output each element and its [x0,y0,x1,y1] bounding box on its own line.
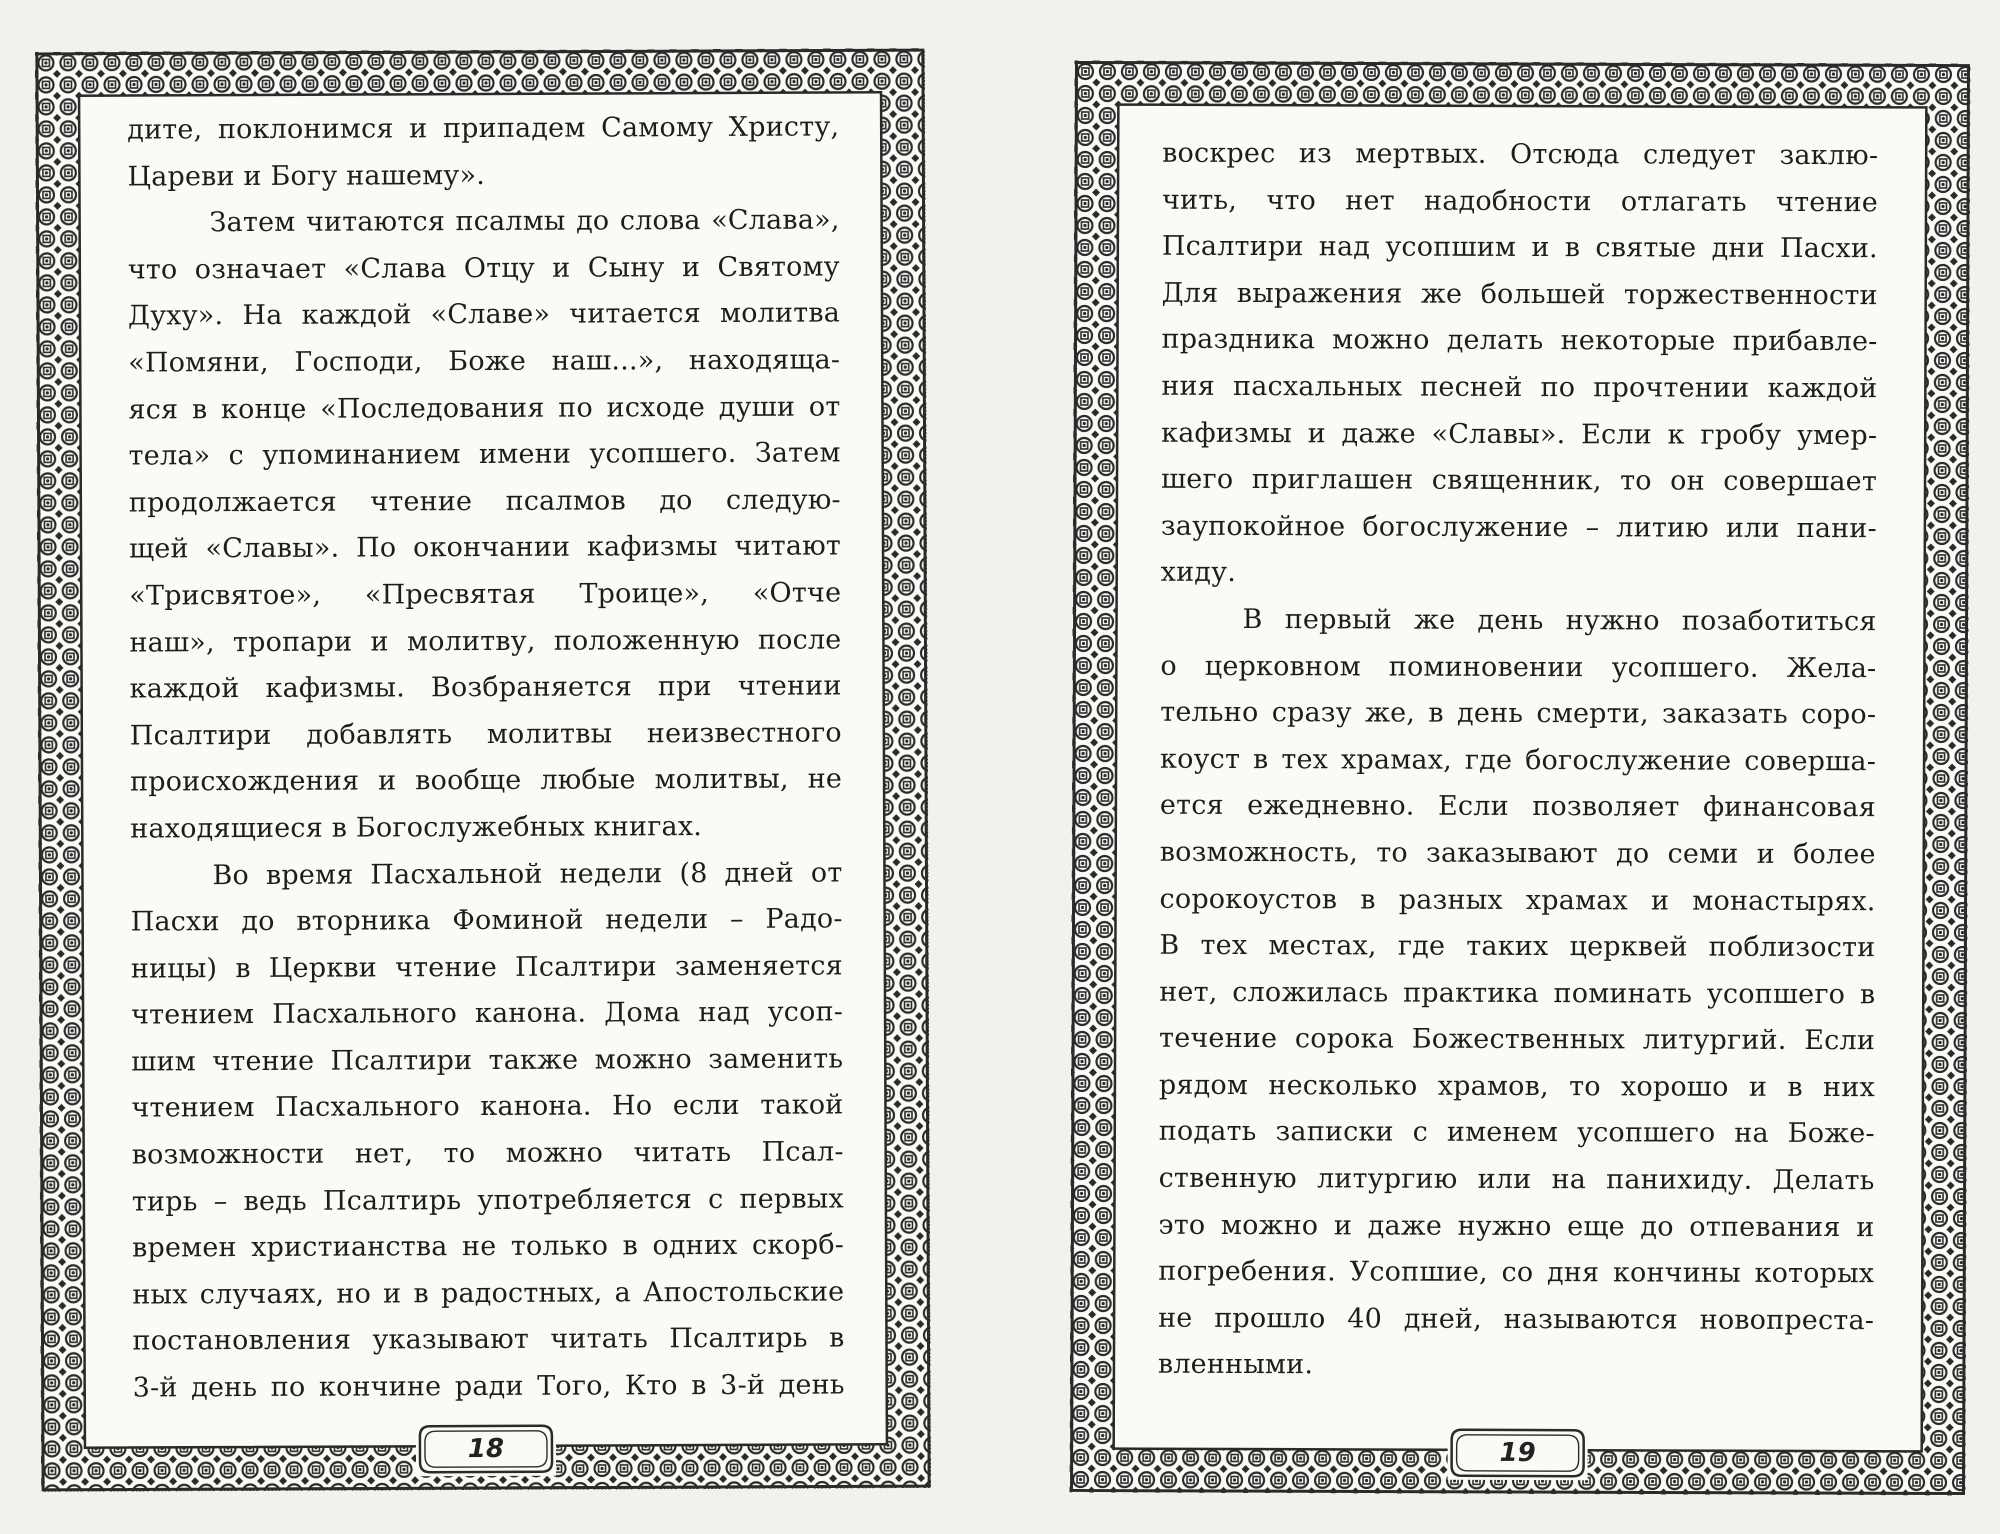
text-line: наш», тропари и молитву, положенную после [129,623,842,659]
text-line: В тех местах, где таких церквей поблизости [1159,929,1876,964]
text-line: чить, что нет надобности отлагать чтение [1161,184,1879,218]
text-line: кафизмы и даже «Славы». Если к гробу умер- [1161,417,1878,451]
text-line: Духу». На каждой «Славе» читается молитва [127,297,841,332]
text-line: ется ежедневно. Если позволяет финансовая [1159,790,1876,824]
text-line: возможности нет, то можно читать Псал- [131,1136,844,1171]
text-line: Для выражения же большей торжественности [1161,277,1878,312]
text-line: тельно сразу же, в день смерти, заказать соро- [1160,696,1877,731]
text-line: дите, поклонимся и припадем Самому Христу, [127,111,840,146]
text-line: Во время Пасхальной недели (8 дней от [212,856,843,891]
text-line: Псалтири добавлять молитвы неизвестного [129,717,842,752]
text-line: тела» с упоминанием имени усопшего. Затем [128,437,841,472]
text-line: щей «Славы». По окончании кафизмы читают [128,530,842,565]
text-line: течение сорока Божественных литургий. Если [1159,1023,1876,1057]
text-line: заупокойное богослужение – литию или пани- [1160,510,1877,544]
text-line: возможность, то заказывают до семи и более [1159,836,1876,871]
text-line: вленными. [1157,1349,1314,1381]
text-line: шего приглашен священник, то он совершает [1160,463,1878,498]
text-line: чтением Пасхального канона. Дома над усоп- [130,996,844,1031]
text-line: праздника можно делать некоторые прибавле- [1161,324,1878,358]
text-line: не прошло 40 дней, называются новопреста- [1158,1302,1875,1337]
text-line: ния пасхальных песней по прочтении каждой [1161,370,1878,405]
text-line: находящиеся в Богослужебных книгах. [130,810,703,845]
text-line: сорокоустов в разных храмах и монастырях. [1159,883,1876,917]
text-line: времен христианства не только в одних скорб- [132,1229,845,1264]
page-number-badge [416,1422,556,1477]
text-line: ственную литургию или на панихиду. Делать [1158,1162,1875,1197]
text-line: нет, сложилась практика поминать усопшего в [1159,976,1876,1010]
text-line: 3-й день по кончине ради Того, Кто в 3-й день [132,1369,845,1404]
left-page-text [127,104,845,1412]
text-line: подать записки с именем усопшего на Боже- [1158,1116,1875,1150]
text-line: В первый же день нужно позаботиться [1242,603,1877,638]
text-line: постановления указывают читать Псалтирь в [132,1322,845,1357]
text-line: происхождения и вообще любые молитвы, не [129,763,843,798]
text-line: погребения. Усопшие, со дня кончины которых [1158,1255,1875,1290]
text-line: ных случаях, но и в радостных, а Апостольские [132,1276,845,1311]
right-page-text [1158,131,1878,1392]
text-line: рядом несколько храмов, то хорошо и в них [1158,1069,1875,1104]
text-line: коуст в тех храмах, где богослужение соверша- [1160,743,1877,777]
text-line: яся в конце «Последования по исходе души от [128,390,841,426]
right-page [1070,60,1971,1495]
text-line: это можно и даже нужно еще до отпевания и [1158,1209,1875,1243]
text-line: Затем читаются псалмы до слова «Слава», [209,204,840,239]
text-line: Псалтири над усопшим и в святые дни Пасхи. [1161,230,1878,265]
text-line: каждой кафизмы. Возбраняется при чтении [129,670,842,705]
text-line: что означает «Слава Отцу и Сыну и Святому [127,251,840,286]
text-line: Цареви и Богу нашему». [127,159,486,193]
text-line: хиду. [1160,557,1237,589]
text-line: чтением Пасхального канона. Но если такой [131,1089,844,1125]
text-line: «Трисвятое», «Пресвятая Троице», «Отче [129,577,842,612]
text-line: тирь – ведь Псалтирь употребляется с первых [131,1183,844,1218]
page-number-badge [1448,1426,1588,1480]
text-line: ницы) в Церкви чтение Псалтири заменяется [130,950,843,985]
page-number: 18 [467,1433,505,1465]
text-line: о церковном поминовении усопшего. Жела- [1160,650,1877,684]
page-number: 19 [1499,1437,1536,1469]
text-line: продолжается чтение псалмов до следую- [128,484,841,519]
text-line: «Помяни, Господи, Боже наш...», находяща- [128,344,841,379]
text-line: шим чтение Псалтири также можно заменить [131,1043,844,1078]
text-line: Пасхи до вторника Фоминой недели – Радо- [130,903,843,938]
left-page [35,48,931,1492]
text-line: воскрес из мертвых. Отсюда следует заклю- [1162,137,1879,172]
